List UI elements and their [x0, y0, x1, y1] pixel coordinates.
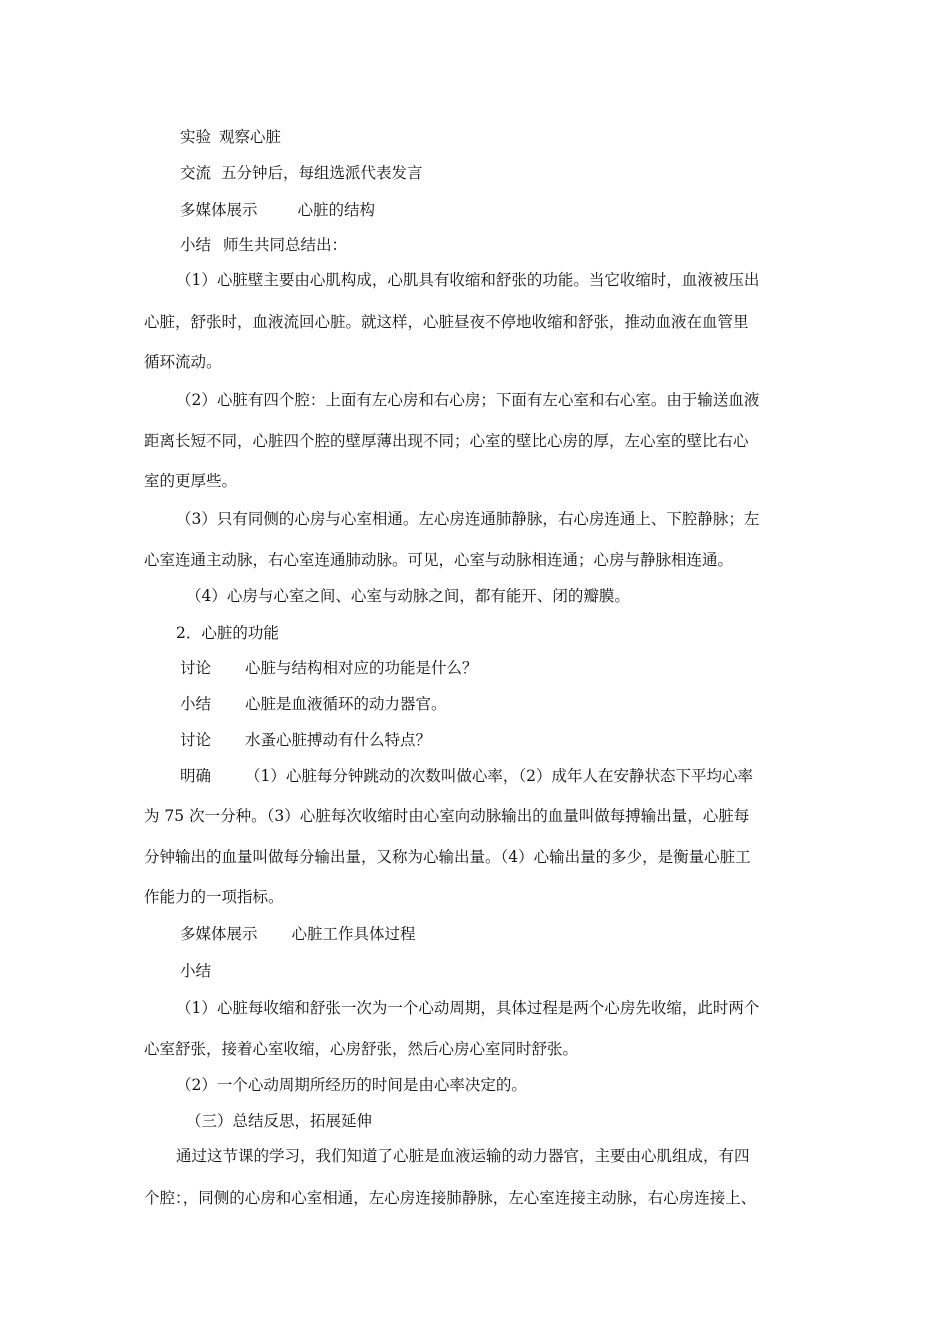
discussion-line-1 [180, 658, 478, 678]
summary-label-2: 小结 [180, 695, 212, 713]
exchange-label: 交流 [180, 164, 212, 182]
experiment-label: 实验 [180, 128, 212, 146]
paragraph-line: 通过这节课的学习，我们知道了心脏是血液运输的动力器官，主要由心肌组成，有四 [176, 1147, 750, 1165]
multimedia-text-1: 心脏的结构 [297, 201, 376, 219]
discussion-label-2: 讨论 [180, 731, 212, 749]
experiment-text: 观察心脏 [219, 128, 282, 146]
discussion-text-1: 心脏与结构相对应的功能是什么？ [245, 659, 478, 677]
multimedia-line-1 [180, 200, 375, 220]
section-heading: 2．心脏的功能 [176, 624, 279, 642]
paragraph-line: （1）心脏壁主要由心肌构成，心肌具有收缩和舒张的功能。当它收缩时，血液被压出 [176, 271, 760, 289]
summary-line-1 [180, 235, 347, 255]
paragraph-line: 作能力的一项指标。 [144, 888, 284, 906]
discussion-text-2: 水蚤心脏搏动有什么特点？ [245, 731, 432, 749]
section-heading: （三）总结反思，拓展延伸 [186, 1112, 373, 1130]
summary-label-1: 小结 [180, 236, 212, 254]
multimedia-label-1: 多媒体展示 [180, 201, 258, 219]
discussion-label-1: 讨论 [180, 659, 212, 677]
exchange-text: 五分钟后，每组选派代表发言 [221, 164, 423, 182]
clarify-text: （1）心脏每分钟跳动的次数叫做心率，（2）成年人在安静状态下平均心率 [245, 767, 753, 785]
multimedia-label-2: 多媒体展示 [180, 925, 258, 943]
summary-text-2: 心脏是血液循环的动力器官。 [245, 695, 447, 713]
paragraph-line: 心室舒张，接着心室收缩，心房舒张，然后心房心室同时舒张。 [144, 1040, 579, 1058]
summary-text-1: 师生共同总结出： [223, 236, 348, 254]
summary-label-3: 小结 [180, 962, 212, 980]
paragraph-line: （3）只有同侧的心房与心室相通。左心房连通肺静脉，右心房连通上、下腔静脉；左 [176, 510, 760, 528]
paragraph-line: 室的更厚些。 [144, 472, 238, 490]
multimedia-line-2 [180, 924, 416, 944]
paragraph-line: （2）一个心动周期所经历的时间是由心率决定的。 [176, 1076, 527, 1094]
paragraph-line: 心室连通主动脉，右心室连通肺动脉。可见，心室与动脉相连通；心房与静脉相连通。 [144, 551, 734, 569]
exchange-line [180, 163, 423, 183]
paragraph-line: 距离长短不同，心脏四个腔的壁厚薄出现不同；心室的壁比心房的厚，左心室的壁比右心 [144, 432, 749, 450]
paragraph-line: 循环流动。 [144, 353, 222, 371]
paragraph-line: （4）心房与心室之间、心室与动脉之间，都有能开、闭的瓣膜。 [186, 587, 630, 605]
experiment-line [180, 127, 281, 147]
paragraph-line: 分钟输出的血量叫做每分输出量，又称为心输出量。（4）心输出量的多少，是衡量心脏工 [144, 848, 751, 866]
multimedia-text-2: 心脏工作具体过程 [291, 925, 416, 943]
paragraph-line: 个腔：，同侧的心房和心室相通，左心房连接肺静脉，左心室连接主动脉，右心房连接上、 [144, 1189, 757, 1207]
paragraph-line: （1）心脏每收缩和舒张一次为一个心动周期，具体过程是两个心房先收缩，此时两个 [176, 999, 760, 1017]
paragraph-line: 为 75 次一分种。（3）心脏每次收缩时由心室向动脉输出的血量叫做每搏输出量，心脏每 [144, 807, 750, 825]
discussion-line-2 [180, 730, 431, 750]
summary-line-2 [180, 694, 447, 714]
paragraph-line: 心脏，舒张时，血液流回心脏。就这样，心脏昼夜不停地收缩和舒张，推动血液在血管里 [144, 313, 749, 331]
clarify-line [180, 766, 753, 786]
clarify-label: 明确 [180, 767, 212, 785]
paragraph-line: （2）心脏有四个腔：上面有左心房和右心房；下面有左心室和右心室。由于输送血液 [176, 391, 760, 409]
